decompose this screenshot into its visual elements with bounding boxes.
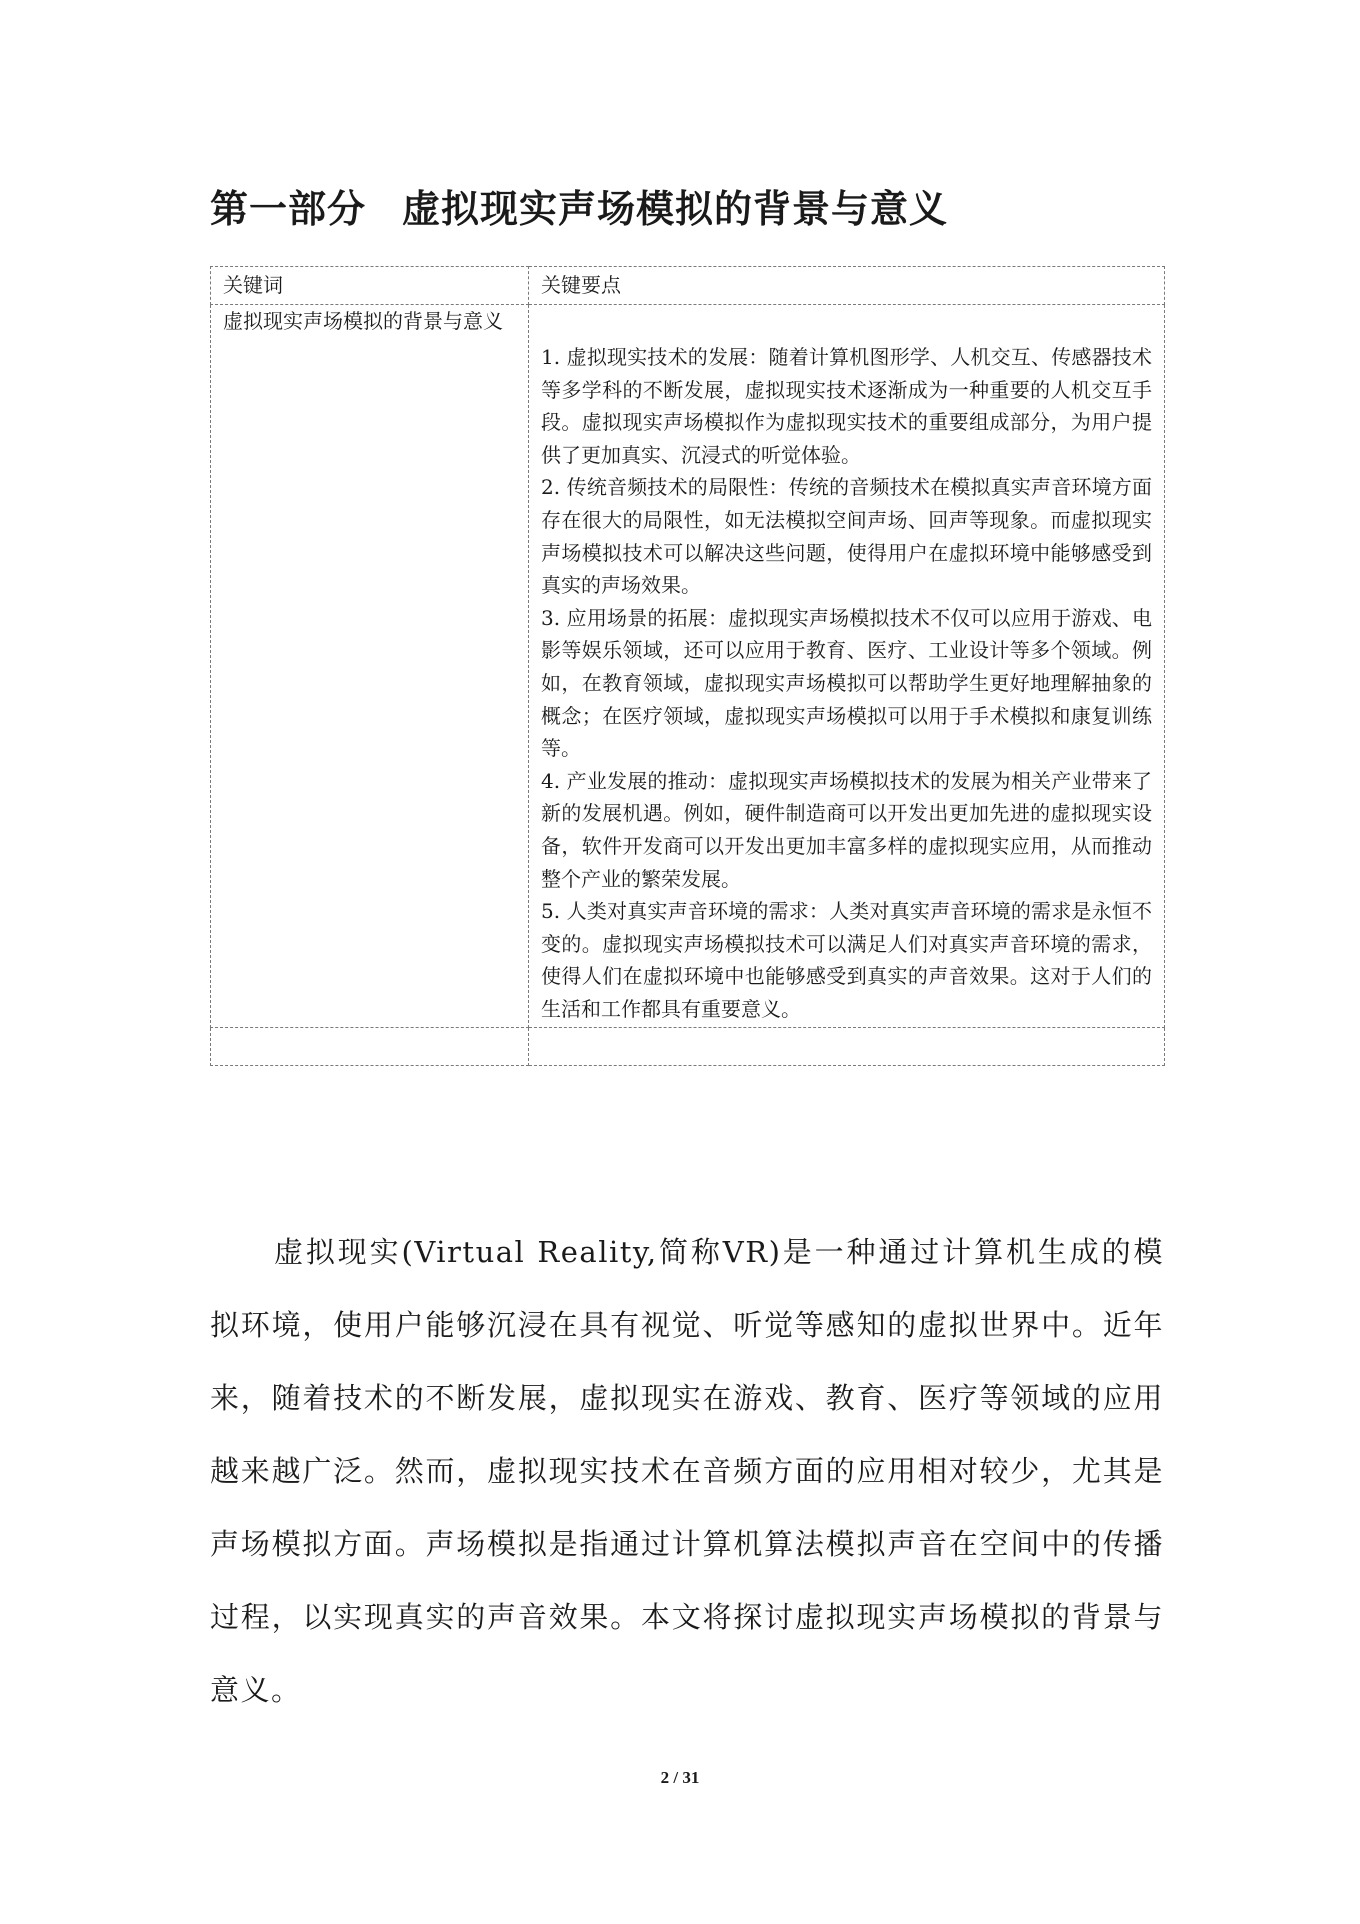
page-title — [210, 178, 948, 233]
empty-cell — [211, 1028, 529, 1066]
key-point-item: 5. 人类对真实声音环境的需求：人类对真实声音环境的需求是永恒不变的。虚拟现实声场模拟技术可以满足人们对真实声音环境的需求，使得人们在虚拟环境中也能够感受到真实的声音效果。这对于人们的生活和工作都具有重要意义。 — [541, 899, 1152, 1021]
table-header-row — [211, 267, 1165, 305]
key-point-item: 3. 应用场景的拓展：虚拟现实声场模拟技术不仅可以应用于游戏、电影等娱乐领域，还可以应用于教育、医疗、工业设计等多个领域。例如，在教育领域，虚拟现实声场模拟可以帮助学生更好地理解抽象的概念；在医疗领域，虚拟现实声场模拟可以用于手术模拟和康复训练等。 — [541, 605, 1152, 761]
empty-cell — [529, 1028, 1165, 1066]
key-points-cell — [529, 305, 1165, 1028]
key-points-table — [210, 266, 1165, 1066]
section-part-label: 第一部分 — [210, 186, 367, 231]
key-point-item: 4. 产业发展的推动：虚拟现实声场模拟技术的发展为相关产业带来了新的发展机遇。例如，硬件制造商可以开发出更加先进的虚拟现实设备，软件开发商可以开发出更加丰富多样的虚拟现实应用，从而推动整个产业的繁荣发展。 — [541, 768, 1152, 891]
section-title-text: 虚拟现实声场模拟的背景与意义 — [402, 186, 949, 231]
key-point-item: 1. 虚拟现实技术的发展：随着计算机图形学、人机交互、传感器技术等多学科的不断发展，虚拟现实技术逐渐成为一种重要的人机交互手段。虚拟现实声场模拟作为虚拟现实技术的重要组成部分，为用户提供了更加真实、沉浸式的听觉体验。 — [541, 345, 1152, 467]
table-row — [211, 305, 1165, 1028]
body-paragraph: 虚拟现实(Virtual Reality,简称VR)是一种通过计算机生成的模拟环境，使用户能够沉浸在具有视觉、听觉等感知的虚拟世界中。近年来，随着技术的不断发展，虚拟现实在游戏、教育、医疗等领域的应用越来越广泛。然而，虚拟现实技术在音频方面的应用相对较少，尤其是声场模拟方面。声场模拟是指通过计算机算法模拟声音在空间中的传播过程，以实现真实的声音效果。本文将探讨虚拟现实声场模拟的背景与意义。 — [210, 1235, 1164, 1707]
empty-table-row — [211, 1028, 1165, 1066]
page-number: 2 / 31 — [660, 1768, 700, 1787]
column-header-key-points: 关键要点 — [529, 267, 1165, 305]
keyword-cell: 虚拟现实声场模拟的背景与意义 — [211, 305, 529, 1028]
key-point-item: 2. 传统音频技术的局限性：传统的音频技术在模拟真实声音环境方面存在很大的局限性，如无法模拟空间声场、回声等现象。而虚拟现实声场模拟技术可以解决这些问题，使得用户在虚拟环境中能够感受到真实的声场效果。 — [541, 475, 1152, 598]
column-header-keyword: 关键词 — [211, 267, 529, 305]
